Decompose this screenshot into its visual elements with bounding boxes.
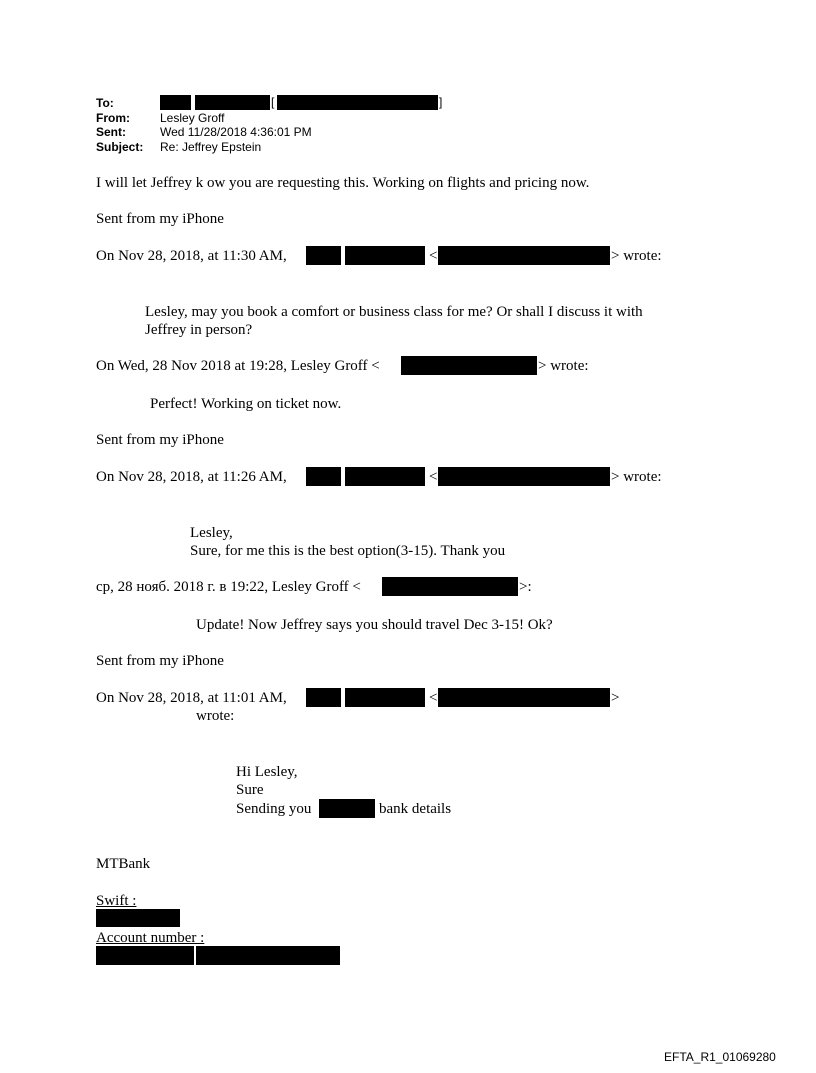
quote-header: On Nov 28, 2018, at 11:30 AM, xyxy=(96,248,287,264)
message-line: Sure xyxy=(236,782,264,798)
redaction-box xyxy=(345,467,425,486)
quote-header-lt: < xyxy=(429,690,438,706)
message-line: Sending you xyxy=(236,801,312,817)
redaction-box xyxy=(306,467,341,486)
reply-text: I will let Jeffrey k ow you are requesting this. Working on flights and pricing now. xyxy=(96,175,590,191)
bank-name: MTBank xyxy=(96,856,151,872)
redaction-box xyxy=(195,95,270,110)
redaction-box xyxy=(401,356,537,375)
redaction-box xyxy=(345,246,425,265)
quote-header-suffix: > wrote: xyxy=(611,469,662,485)
redaction-box xyxy=(438,246,610,265)
document-id: EFTA_R1_01069280 xyxy=(664,1050,776,1064)
redaction-box xyxy=(319,799,375,818)
signature-line: Sent from my iPhone xyxy=(96,432,224,448)
to-bracket-open: [ xyxy=(271,95,275,109)
swift-label: Swift : xyxy=(96,893,137,909)
redaction-box xyxy=(196,946,340,965)
redaction-box xyxy=(277,95,438,110)
quote-header-suffix: >: xyxy=(519,579,532,595)
signature-line: Sent from my iPhone xyxy=(96,653,224,669)
message-line: Update! Now Jeffrey says you should travel Dec 3-15! Ok? xyxy=(196,617,553,633)
message-line: Sure, for me this is the best option(3-15). Thank you xyxy=(190,543,506,559)
from-value: Lesley Groff xyxy=(160,111,225,125)
redaction-box xyxy=(438,688,610,707)
redaction-box xyxy=(306,246,341,265)
sent-value: Wed 11/28/2018 4:36:01 PM xyxy=(160,125,312,139)
quote-header: On Wed, 28 Nov 2018 at 19:28, Lesley Groff < xyxy=(96,358,380,374)
message-line: bank details xyxy=(379,801,452,817)
quote-header: On Nov 28, 2018, at 11:26 AM, xyxy=(96,469,287,485)
quote-header: On Nov 28, 2018, at 11:01 AM, xyxy=(96,690,287,706)
redaction-box xyxy=(96,946,194,965)
quote-header-suffix: > wrote: xyxy=(611,248,662,264)
message-line: Lesley, may you book a comfort or business class for me? Or shall I discuss it with xyxy=(145,304,643,320)
signature-line: Sent from my iPhone xyxy=(96,211,224,227)
redaction-box xyxy=(306,688,341,707)
redaction-box xyxy=(160,95,191,110)
quote-header-suffix: > wrote: xyxy=(538,358,589,374)
to-label: To: xyxy=(96,96,114,110)
message-line: Jeffrey in person? xyxy=(145,322,253,338)
redaction-box xyxy=(345,688,425,707)
quote-header-lt: < xyxy=(429,469,438,485)
subject-label: Subject: xyxy=(96,140,144,154)
subject-value: Re: Jeffrey Epstein xyxy=(160,140,262,154)
redaction-box xyxy=(96,909,180,927)
account-number-label: Account number : xyxy=(96,930,205,946)
sent-label: Sent: xyxy=(96,125,126,139)
message-line: Lesley, xyxy=(190,525,233,541)
message-line: Perfect! Working on ticket now. xyxy=(150,396,342,412)
to-bracket-close: ] xyxy=(439,95,443,109)
message-line: Hi Lesley, xyxy=(236,764,298,780)
quote-header-lt: < xyxy=(429,248,438,264)
quote-header-gt: > xyxy=(611,690,620,706)
redaction-box xyxy=(438,467,610,486)
from-label: From: xyxy=(96,111,130,125)
quote-header: ср, 28 нояб. 2018 г. в 19:22, Lesley Groff < xyxy=(96,579,361,595)
redaction-box xyxy=(382,577,518,596)
quote-header-suffix: wrote: xyxy=(196,708,235,724)
